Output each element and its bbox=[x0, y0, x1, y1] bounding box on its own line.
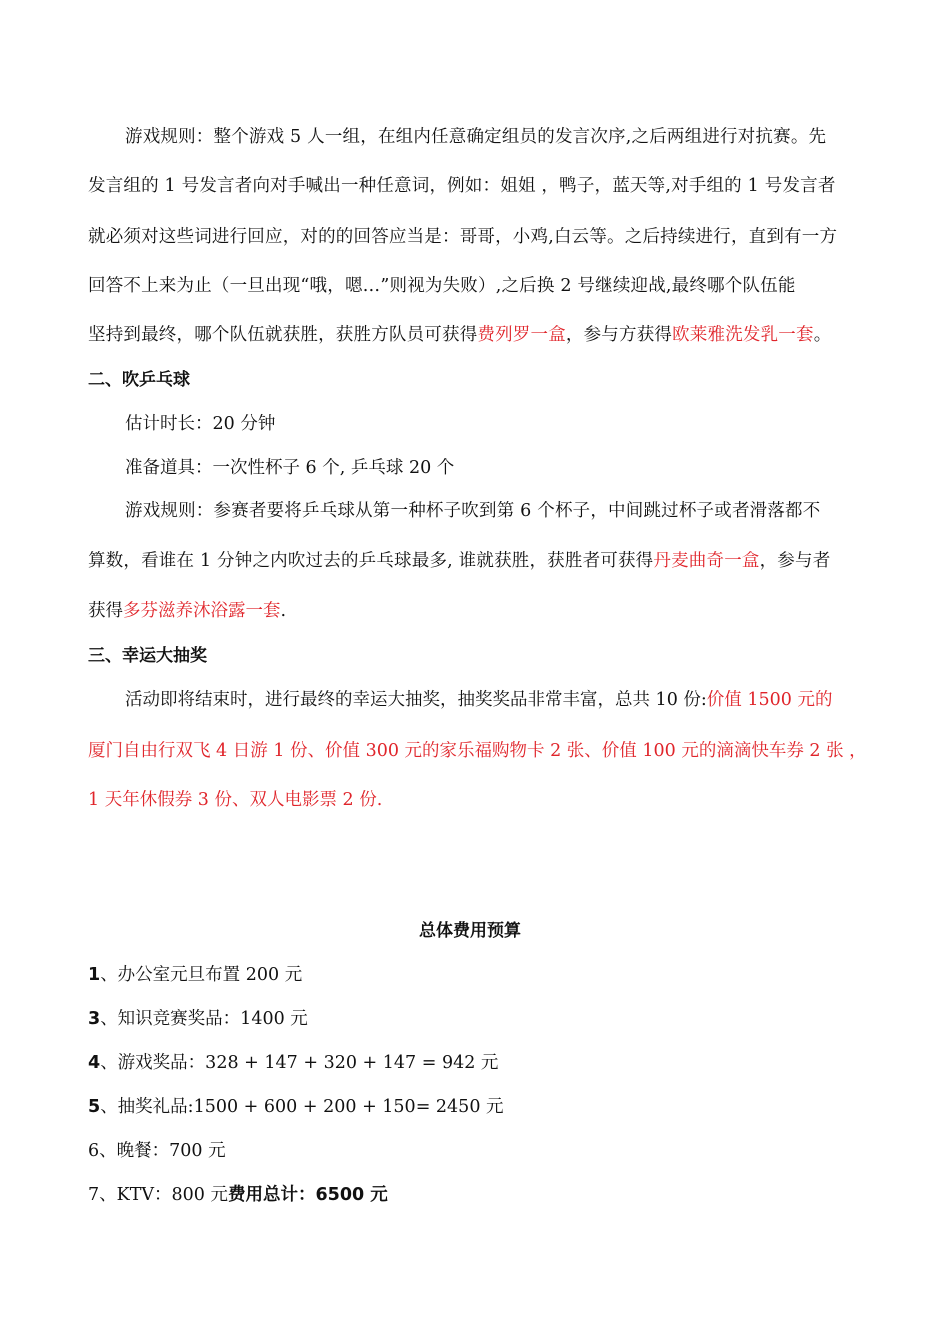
budget-item bbox=[88, 967, 302, 985]
lottery-prize-text: 价值 1500 元的 bbox=[706, 690, 833, 710]
prize-winner: 费列罗一盒 bbox=[477, 325, 566, 345]
total-label: 费用总计： bbox=[227, 1185, 316, 1205]
game-rules-text: 。 bbox=[813, 325, 832, 345]
budget-item-text: 7、KTV：800 元 bbox=[88, 1185, 228, 1205]
game-rules-line-3: 就必须对这些词进行回应，对的的回答应当是：哥哥，小鸡,白云等。之后持续进行，直到有一方 bbox=[88, 227, 838, 247]
budget-item bbox=[88, 1055, 498, 1073]
budget-item-text: 、游戏奖品：328 + 147 + 320 + 147 = 942 元 bbox=[100, 1053, 499, 1073]
game-rules-line-4: 回答不上来为止（一旦出现“哦，嗯…”则视为失败）,之后换 2 号继续迎战,最终哪个队伍能 bbox=[88, 276, 796, 296]
ping-pong-rules-line-3 bbox=[88, 603, 286, 621]
game-rules-text: ，参与方获得 bbox=[565, 325, 673, 345]
budget-item-number: 3 bbox=[88, 1009, 101, 1029]
prize-winner: 丹麦曲奇一盒 bbox=[653, 551, 760, 571]
ping-pong-rules-line-2 bbox=[88, 553, 830, 571]
ping-pong-rules-text: . bbox=[280, 601, 287, 621]
budget-item-number: 4 bbox=[88, 1053, 101, 1073]
ping-pong-rules-text: ，参与者 bbox=[759, 551, 831, 571]
budget-item-total bbox=[88, 1187, 388, 1205]
budget-item-text: 、办公室元旦布置 200 元 bbox=[100, 965, 303, 985]
budget-title: 总体费用预算 bbox=[419, 921, 521, 941]
budget-item-number: 1 bbox=[88, 965, 101, 985]
section-heading-ping-pong: 二、吹乒乓球 bbox=[88, 370, 190, 390]
game-rules-line-5 bbox=[88, 327, 831, 345]
props-text: 准备道具：一次性杯子 6 个, 乒乓球 20 个 bbox=[125, 458, 455, 478]
budget-item bbox=[88, 1143, 226, 1161]
budget-item bbox=[88, 1099, 504, 1117]
ping-pong-rules-line-1: 游戏规则：参赛者要将乒乓球从第一种杯子吹到第 6 个杯子，中间跳过杯子或者滑落都不 bbox=[125, 501, 821, 521]
budget-item bbox=[88, 1011, 308, 1029]
lottery-text: 活动即将结束时，进行最终的幸运大抽奖，抽奖奖品非常丰富，总共 10 份: bbox=[125, 690, 707, 710]
game-rules-line-1: 游戏规则：整个游戏 5 人一组，在组内任意确定组员的发言次序,之后两组进行对抗赛。先 bbox=[125, 127, 827, 147]
ping-pong-rules-text: 算数，看谁在 1 分钟之内吹过去的乒乓球最多, 谁就获胜，获胜者可获得 bbox=[88, 551, 654, 571]
prize-participant: 欧莱雅洗发乳一套 bbox=[672, 325, 814, 345]
budget-item-number: 6 bbox=[88, 1141, 100, 1161]
lottery-line-2: 厦门自由行双飞 4 日游 1 份、价值 300 元的家乐福购物卡 2 张、价值 100 元的滴滴快车券 2 张 ， bbox=[88, 741, 867, 761]
budget-item-number: 5 bbox=[88, 1097, 101, 1117]
budget-item-text: 、知识竞赛奖品：1400 元 bbox=[100, 1009, 308, 1029]
prize-participant: 多芬滋养沐浴露一套 bbox=[123, 601, 281, 621]
game-rules-text: 坚持到最终，哪个队伍就获胜，获胜方队员可获得 bbox=[88, 325, 478, 345]
game-rules-line-2: 发言组的 1 号发言者向对手喊出一种任意词，例如：姐姐 ，鸭子，蓝天等,对手组的 1 号发言者 bbox=[88, 176, 836, 196]
total-value: 6500 元 bbox=[315, 1185, 388, 1205]
ping-pong-rules-text: 获得 bbox=[88, 601, 123, 621]
lottery-line-1 bbox=[125, 692, 832, 710]
budget-item-text: 、晚餐：700 元 bbox=[99, 1141, 226, 1161]
budget-item-text: 、抽奖礼品:1500 + 600 + 200 + 150= 2450 元 bbox=[100, 1097, 504, 1117]
lottery-line-3: 1 天年休假券 3 份、双人电影票 2 份. bbox=[88, 790, 383, 810]
duration-text: 估计时长：20 分钟 bbox=[125, 414, 276, 434]
section-heading-lottery: 三、幸运大抽奖 bbox=[88, 646, 207, 666]
